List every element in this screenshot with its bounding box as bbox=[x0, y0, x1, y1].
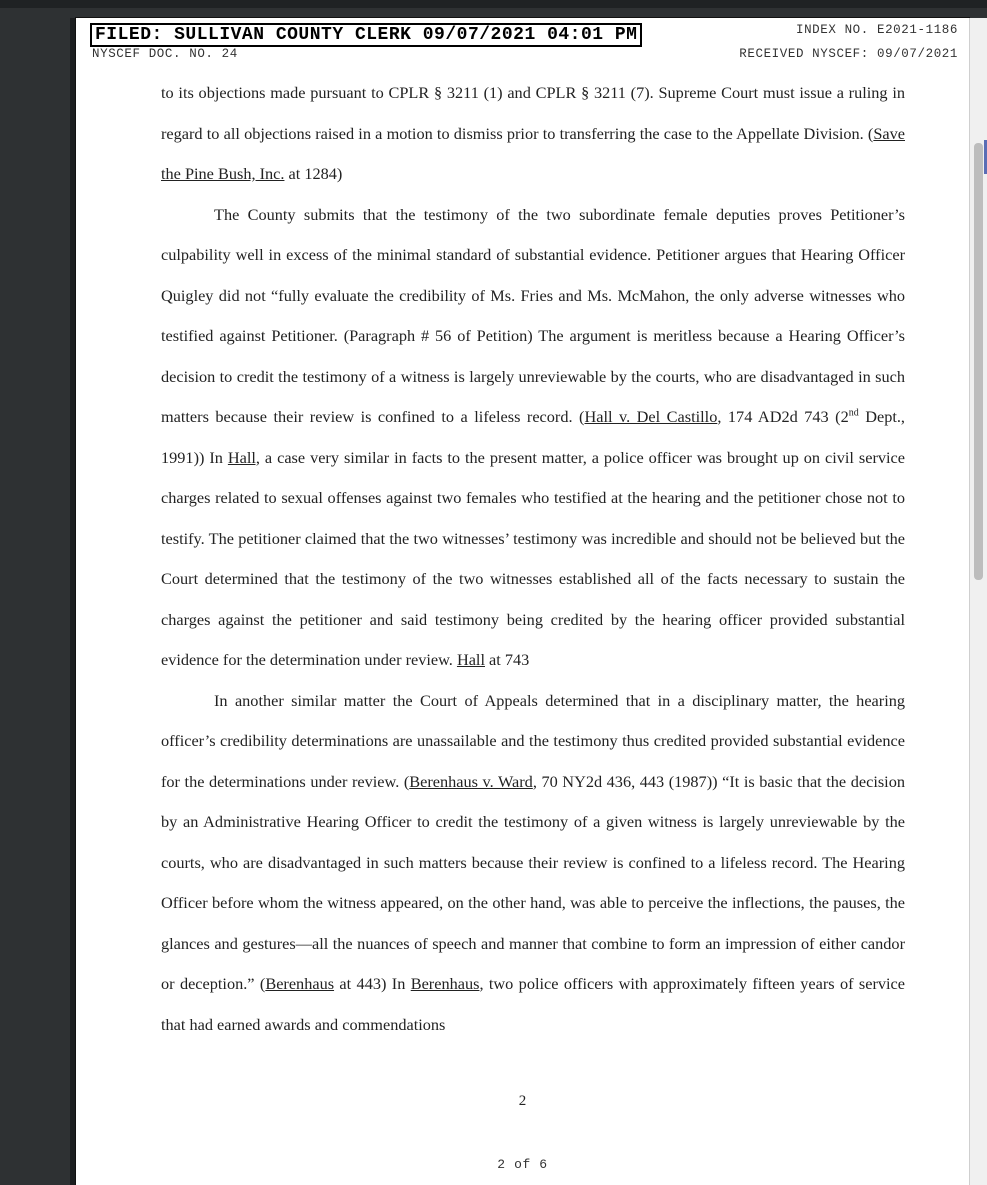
document-page bbox=[76, 18, 969, 1185]
page-of-total: 2 of 6 bbox=[497, 1157, 548, 1172]
index-number: INDEX NO. E2021-1186 bbox=[795, 23, 958, 37]
paragraph-3: In another similar matter the Court of Appeals determined that in a disciplinary matter, the hearing officer’s credibility determinations are unassailable and the testimony thus credited provided substantial evidence for the determinations under review. (Berenhaus v. Ward, 70 NY2d 436, 443 (1987)) “It is basic that the decision by an Administrative Hearing Officer to credit the testimony of a given witness is largely unreviewable by the courts, who are disadvantaged in such matters because their review is confined to a lifeless record. The Hearing Officer before whom the witness appeared, on the other hand, was able to perceive the inflections, the pauses, the glances and gestures—all the nuances of speech and manner that combine to form an impression of either candor or deception.” (Berenhaus at 443) In Berenhaus, two police officers with approximately fifteen years of service that had earned awards and commendations bbox=[161, 690, 906, 1034]
case-citation: Hall v. Del Castillo bbox=[584, 407, 718, 426]
page-number: 2 bbox=[518, 1093, 527, 1109]
vertical-scrollbar[interactable] bbox=[969, 18, 987, 1185]
case-citation: Save the Pine Bush, Inc. bbox=[161, 123, 905, 183]
document-body bbox=[161, 73, 905, 1045]
nyscef-doc-number: NYSCEF DOC. NO. 24 bbox=[92, 47, 238, 61]
scrollbar-thumb[interactable] bbox=[974, 143, 983, 580]
case-citation: Hall, bbox=[227, 447, 260, 467]
paragraph-1: to its objections made pursuant to CPLR § 3211 (1) and CPLR § 3211 (7). Supreme Court must issue a ruling in regard to all objections raised in a motion to dismiss prior to transferring the case to the Appellate Division. (Save the Pine Bush, Inc. at 1284) bbox=[161, 83, 905, 183]
paragraph-2: The County submits that the testimony of the two subordinate female deputies proves Petitioner’s culpability well in excess of the minimal standard of substantial evidence. Petitioner argues that Hearing Officer Quigley did not “fully evaluate the credibility of Ms. Fries and Ms. McMahon, the only adverse witnesses who testified against Petitioner. (Paragraph # 56 of Petition) The argument is meritless because a Hearing Officer’s decision to credit the testimony of a witness is largely unreviewable by the courts, who are disadvantaged in such matters because their review is confined to a lifeless record. (Hall v. Del Castillo, 174 AD2d 743 (2nd Dept., 1991)) In Hall, a case very similar in facts to the present matter, a police officer was brought up on civil service charges related to sexual offenses against two females who testified at the hearing and the petitioner chose not to testify. The petitioner claimed that the two witnesses’ testimony was incredible and should not be believed but the Court determined that the testimony of the two witnesses established all of the facts necessary to sustain the charges against the petitioner and said testimony being credited by the hearing officer provided substantial evidence for the determination under review. Hall at 743 bbox=[161, 204, 906, 669]
viewer-top-band bbox=[0, 0, 987, 8]
case-citation: Hall bbox=[456, 650, 485, 669]
received-date: RECEIVED NYSCEF: 09/07/2021 bbox=[739, 47, 958, 61]
case-citation: Berenhaus v. Ward bbox=[409, 771, 533, 791]
case-citation: Berenhaus bbox=[265, 974, 335, 993]
case-citation: Berenhaus bbox=[410, 974, 480, 993]
filed-stamp: FILED: SULLIVAN COUNTY CLERK 09/07/2021 04:01 PM bbox=[90, 23, 642, 47]
